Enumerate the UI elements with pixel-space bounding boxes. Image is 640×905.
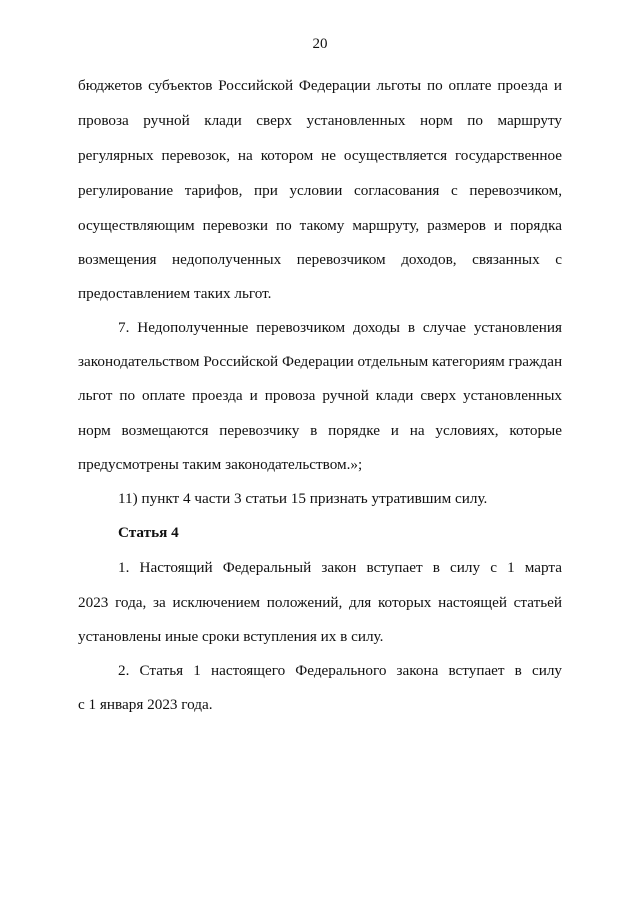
- text-line: установлены иные сроки вступления их в силу.: [78, 628, 384, 645]
- text-line: законодательством Российской Федерации отдельным категориям граждан: [78, 353, 563, 370]
- text-line: предусмотрены таким законодательством.»;: [78, 456, 363, 473]
- text-line: льгот по оплате проезда и провоза ручной клади сверх установленных: [78, 387, 562, 404]
- text-line: норм возмещаются перевозчику в порядке и на условиях, которые: [78, 422, 562, 439]
- text-line: 7. Недополученные перевозчиком доходы в случае установления: [118, 319, 562, 336]
- page-number: 20: [312, 36, 328, 52]
- text-line: провоза ручной клади сверх установленных норм по маршруту: [78, 112, 562, 129]
- text-line: осуществляющим перевозки по такому маршруту, размеров и порядка: [78, 217, 562, 234]
- text-line: 1. Настоящий Федеральный закон вступает в силу с 1 марта: [118, 559, 562, 576]
- text-line: бюджетов субъектов Российской Федерации льготы по оплате проезда и: [78, 77, 562, 94]
- article-heading: Статья 4: [118, 524, 179, 541]
- text-line: регулирование тарифов, при условии согласования с перевозчиком,: [78, 182, 562, 199]
- text-line: с 1 января 2023 года.: [78, 696, 213, 713]
- text-line: 11) пункт 4 части 3 статьи 15 признать утратившим силу.: [118, 490, 488, 507]
- text-line: 2023 года, за исключением положений, для которых настоящей статьей: [78, 594, 562, 611]
- text-line: регулярных перевозок, на котором не осуществляется государственное: [78, 147, 562, 164]
- text-line: 2. Статья 1 настоящего Федерального закона вступает в силу: [118, 662, 562, 679]
- text-line: возмещения недополученных перевозчиком доходов, связанных с: [78, 251, 562, 268]
- text-line: предоставлением таких льгот.: [78, 285, 272, 302]
